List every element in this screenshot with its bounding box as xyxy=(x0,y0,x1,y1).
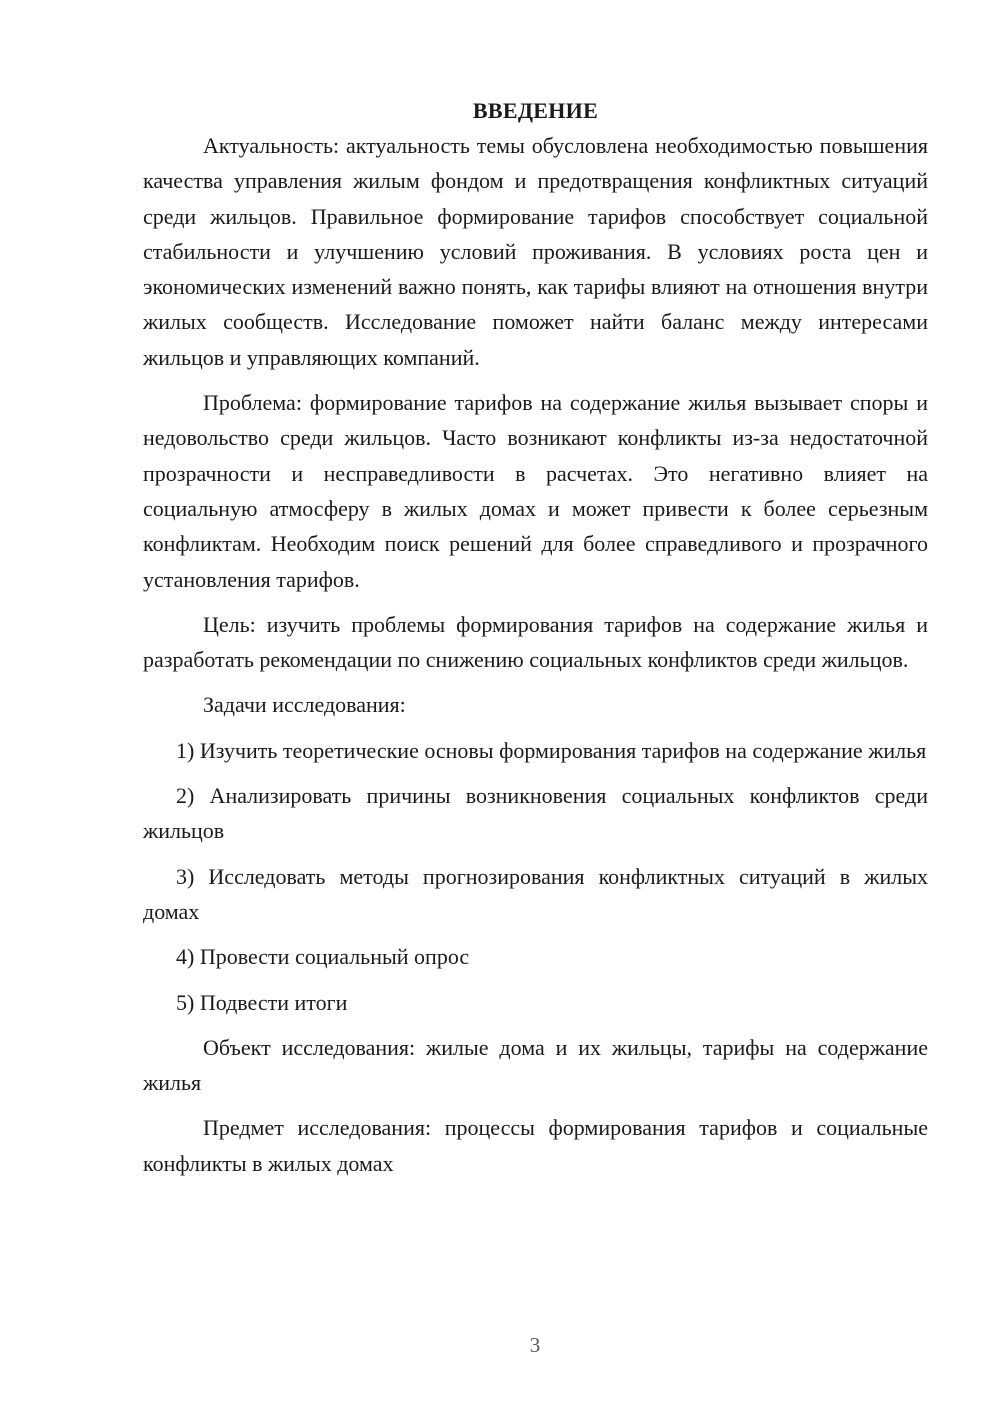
task-item-3: 3) Исследовать методы прогнозирования конфликтных ситуаций в жилых домах xyxy=(143,863,928,924)
problem-paragraph: Проблема: формирование тарифов на содержание жилья вызывает споры и недовольство среди жильцов. Часто возникают конфликты из-за недостаточной прозрачности и несправедливости в расчетах. Это негативно влияет на социальную атмосферу в жилых домах и может привести к более серьезным конфликтам. Необходим поиск решений для более справедливого и прозрачного установления тарифов. xyxy=(143,390,928,592)
object-paragraph: Объект исследования: жилые дома и их жильцы, тарифы на содержание жилья xyxy=(143,1034,928,1096)
goal-paragraph: Цель: изучить проблемы формирования тарифов на содержание жилья и разработать рекомендации по снижению социальных конфликтов среди жильцов. xyxy=(143,611,928,673)
task-item-4: 4) Провести социальный опрос xyxy=(176,944,470,970)
task-item-2: 2) Анализировать причины возникновения социальных конфликтов среди жильцов xyxy=(143,783,928,844)
tasks-title: Задачи исследования: xyxy=(203,692,406,718)
subject-paragraph: Предмет исследования: процессы формирования тарифов и социальные конфликты в жилых домах xyxy=(143,1115,928,1176)
page-number: 3 xyxy=(529,1333,541,1357)
page-content xyxy=(143,94,928,1191)
task-item-1: 1) Изучить теоретические основы формирования тарифов на содержание жилья xyxy=(176,737,927,763)
task-item-5: 5) Подвести итоги xyxy=(176,989,348,1015)
relevance-paragraph: Актуальность: актуальность темы обусловлена необходимостью повышения качества управления жилым фондом и предотвращения конфликтных ситуаций среди жильцов. Правильное формирование тарифов способствует социальной стабильности и улучшению условий проживания. В условиях роста цен и экономических изменений важно понять, как тарифы влияют на отношения внутри жилых сообществ. Исследование поможет найти баланс между интересами жильцов и управляющих компаний. xyxy=(143,133,928,370)
section-heading: ВВЕДЕНИЕ xyxy=(472,98,599,123)
